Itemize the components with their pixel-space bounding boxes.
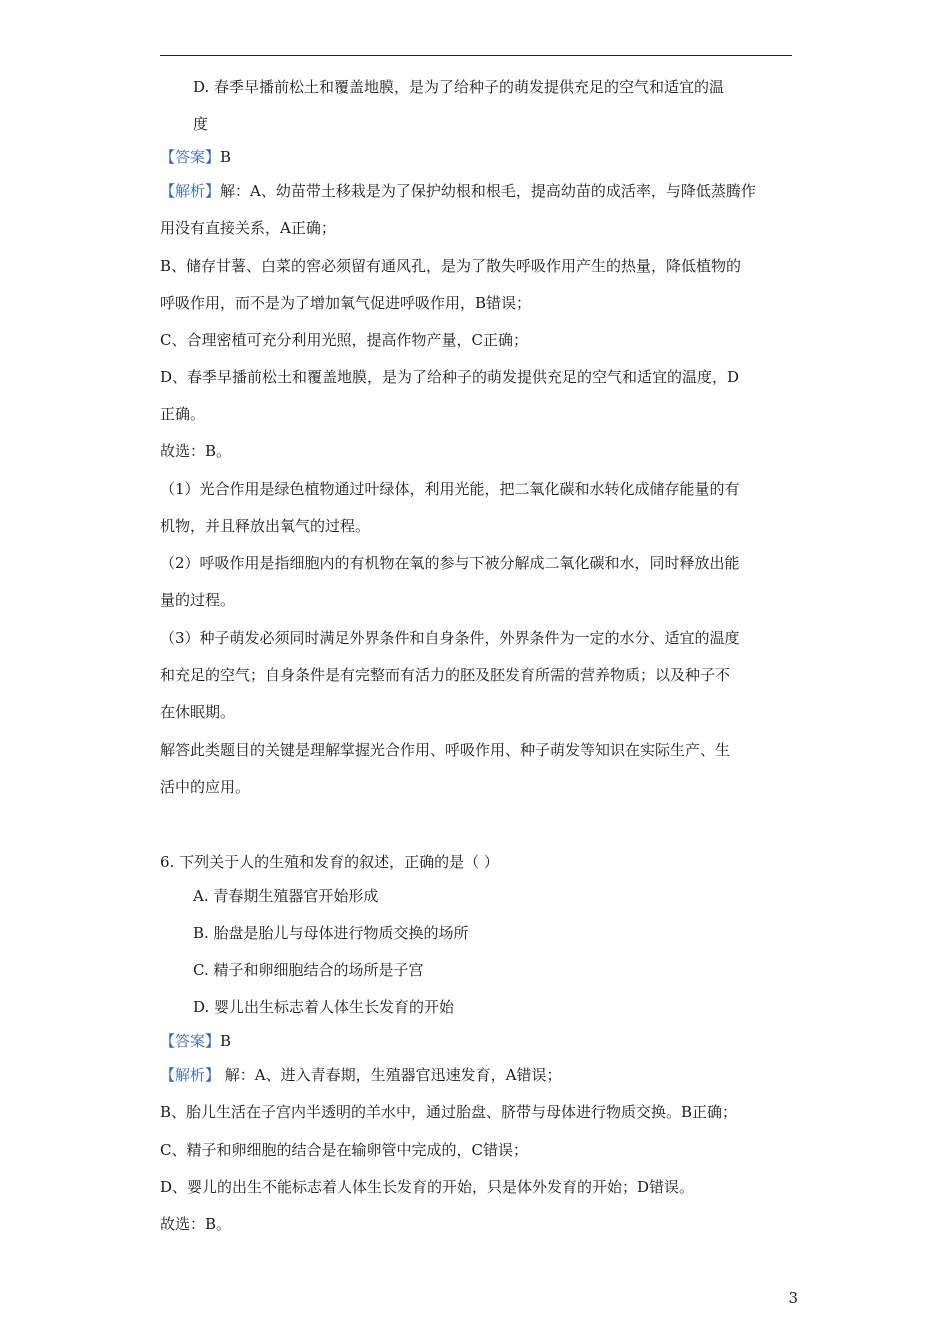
q5-note-3: （3）种子萌发必须同时满足外界条件和自身条件，外界条件为一定的水分、适宜的温度: [160, 629, 740, 647]
answer-tag: 【答案】: [160, 1032, 221, 1050]
q6-answer: [160, 1031, 792, 1051]
q6-option-a: A. 青春期生殖器官开始形成: [193, 887, 379, 905]
analysis-tag: 【解析】: [160, 1066, 221, 1084]
q5-summary: 解答此类题目的关键是理解掌握光合作用、呼吸作用、种子萌发等知识在实际生产、生: [160, 741, 731, 759]
q5-explain-d-cont: 正确。: [160, 405, 206, 423]
q5-explain-d: D、春季早播前松土和覆盖地膜，是为了给种子的萌发提供充足的空气和适宜的温度，D: [160, 368, 740, 386]
q6-analysis: [160, 1065, 792, 1085]
q5-note-3-cont2: 在休眠期。: [160, 703, 236, 721]
page-number: 3: [788, 1289, 798, 1307]
header-rule: [160, 55, 792, 56]
q5-option-d: D. 春季早播前松土和覆盖地膜，是为了给种子的萌发提供充足的空气和适宜的温: [193, 78, 725, 96]
q5-choice: 故选：B。: [160, 442, 232, 460]
q6-stem: 6. 下列关于人的生殖和发育的叙述，正确的是（ ）: [160, 853, 499, 871]
analysis-text-cont: 用没有直接关系，A正确；: [160, 219, 336, 237]
q6-explain-d: D、婴儿的出生不能标志着人体生长发育的开始，只是体外发育的开始；D错误。: [160, 1178, 695, 1196]
q6-explain-c: C、精子和卵细胞的结合是在输卵管中完成的，C错误；: [160, 1141, 528, 1159]
q5-summary-cont: 活中的应用。: [160, 778, 251, 796]
answer-value: B: [220, 148, 232, 166]
answer-tag: 【答案】: [160, 148, 221, 166]
q5-note-2: （2）呼吸作用是指细胞内的有机物在氧的参与下被分解成二氧化碳和水，同时释放出能: [160, 554, 740, 572]
q6-explain-b: B、胎儿生活在子宫内半透明的羊水中，通过胎盘、脐带与母体进行物质交换。B正确；: [160, 1103, 738, 1121]
q5-note-2-cont: 量的过程。: [160, 591, 236, 609]
q6-option-c: C. 精子和卵细胞结合的场所是子宫: [193, 961, 424, 979]
analysis-text: 解：A、幼苗带土移栽是为了保护幼根和根毛，提高幼苗的成活率，与降低蒸腾作: [220, 182, 756, 200]
q5-explain-c: C、合理密植可充分利用光照，提高作物产量，C正确；: [160, 331, 528, 349]
q6-choice: 故选：B。: [160, 1215, 232, 1233]
analysis-tag: 【解析】: [160, 182, 221, 200]
q5-note-1: （1）光合作用是绿色植物通过叶绿体，利用光能，把二氧化碳和水转化成储存能量的有: [160, 480, 740, 498]
q5-option-d-cont: 度: [193, 115, 209, 133]
q5-analysis: [160, 181, 792, 201]
q5-note-1-cont: 机物，并且释放出氧气的过程。: [160, 517, 371, 535]
q6-option-b: B. 胎盘是胎儿与母体进行物质交换的场所: [193, 924, 469, 942]
q5-explain-b: B、储存甘薯、白菜的窖必须留有通风孔，是为了散失呼吸作用产生的热量，降低植物的: [160, 257, 742, 275]
q5-explain-b-cont: 呼吸作用，而不是为了增加氧气促进呼吸作用，B错误；: [160, 294, 532, 312]
q5-note-3-cont: 和充足的空气；自身条件是有完整而有活力的胚及胚发育所需的营养物质；以及种子不: [160, 666, 731, 684]
analysis-text: 解：A、进入青春期，生殖器官迅速发育，A错误；: [220, 1066, 562, 1084]
answer-value: B: [220, 1032, 232, 1050]
q6-option-d: D. 婴儿出生标志着人体生长发育的开始: [193, 998, 455, 1016]
q5-answer: [160, 147, 792, 167]
